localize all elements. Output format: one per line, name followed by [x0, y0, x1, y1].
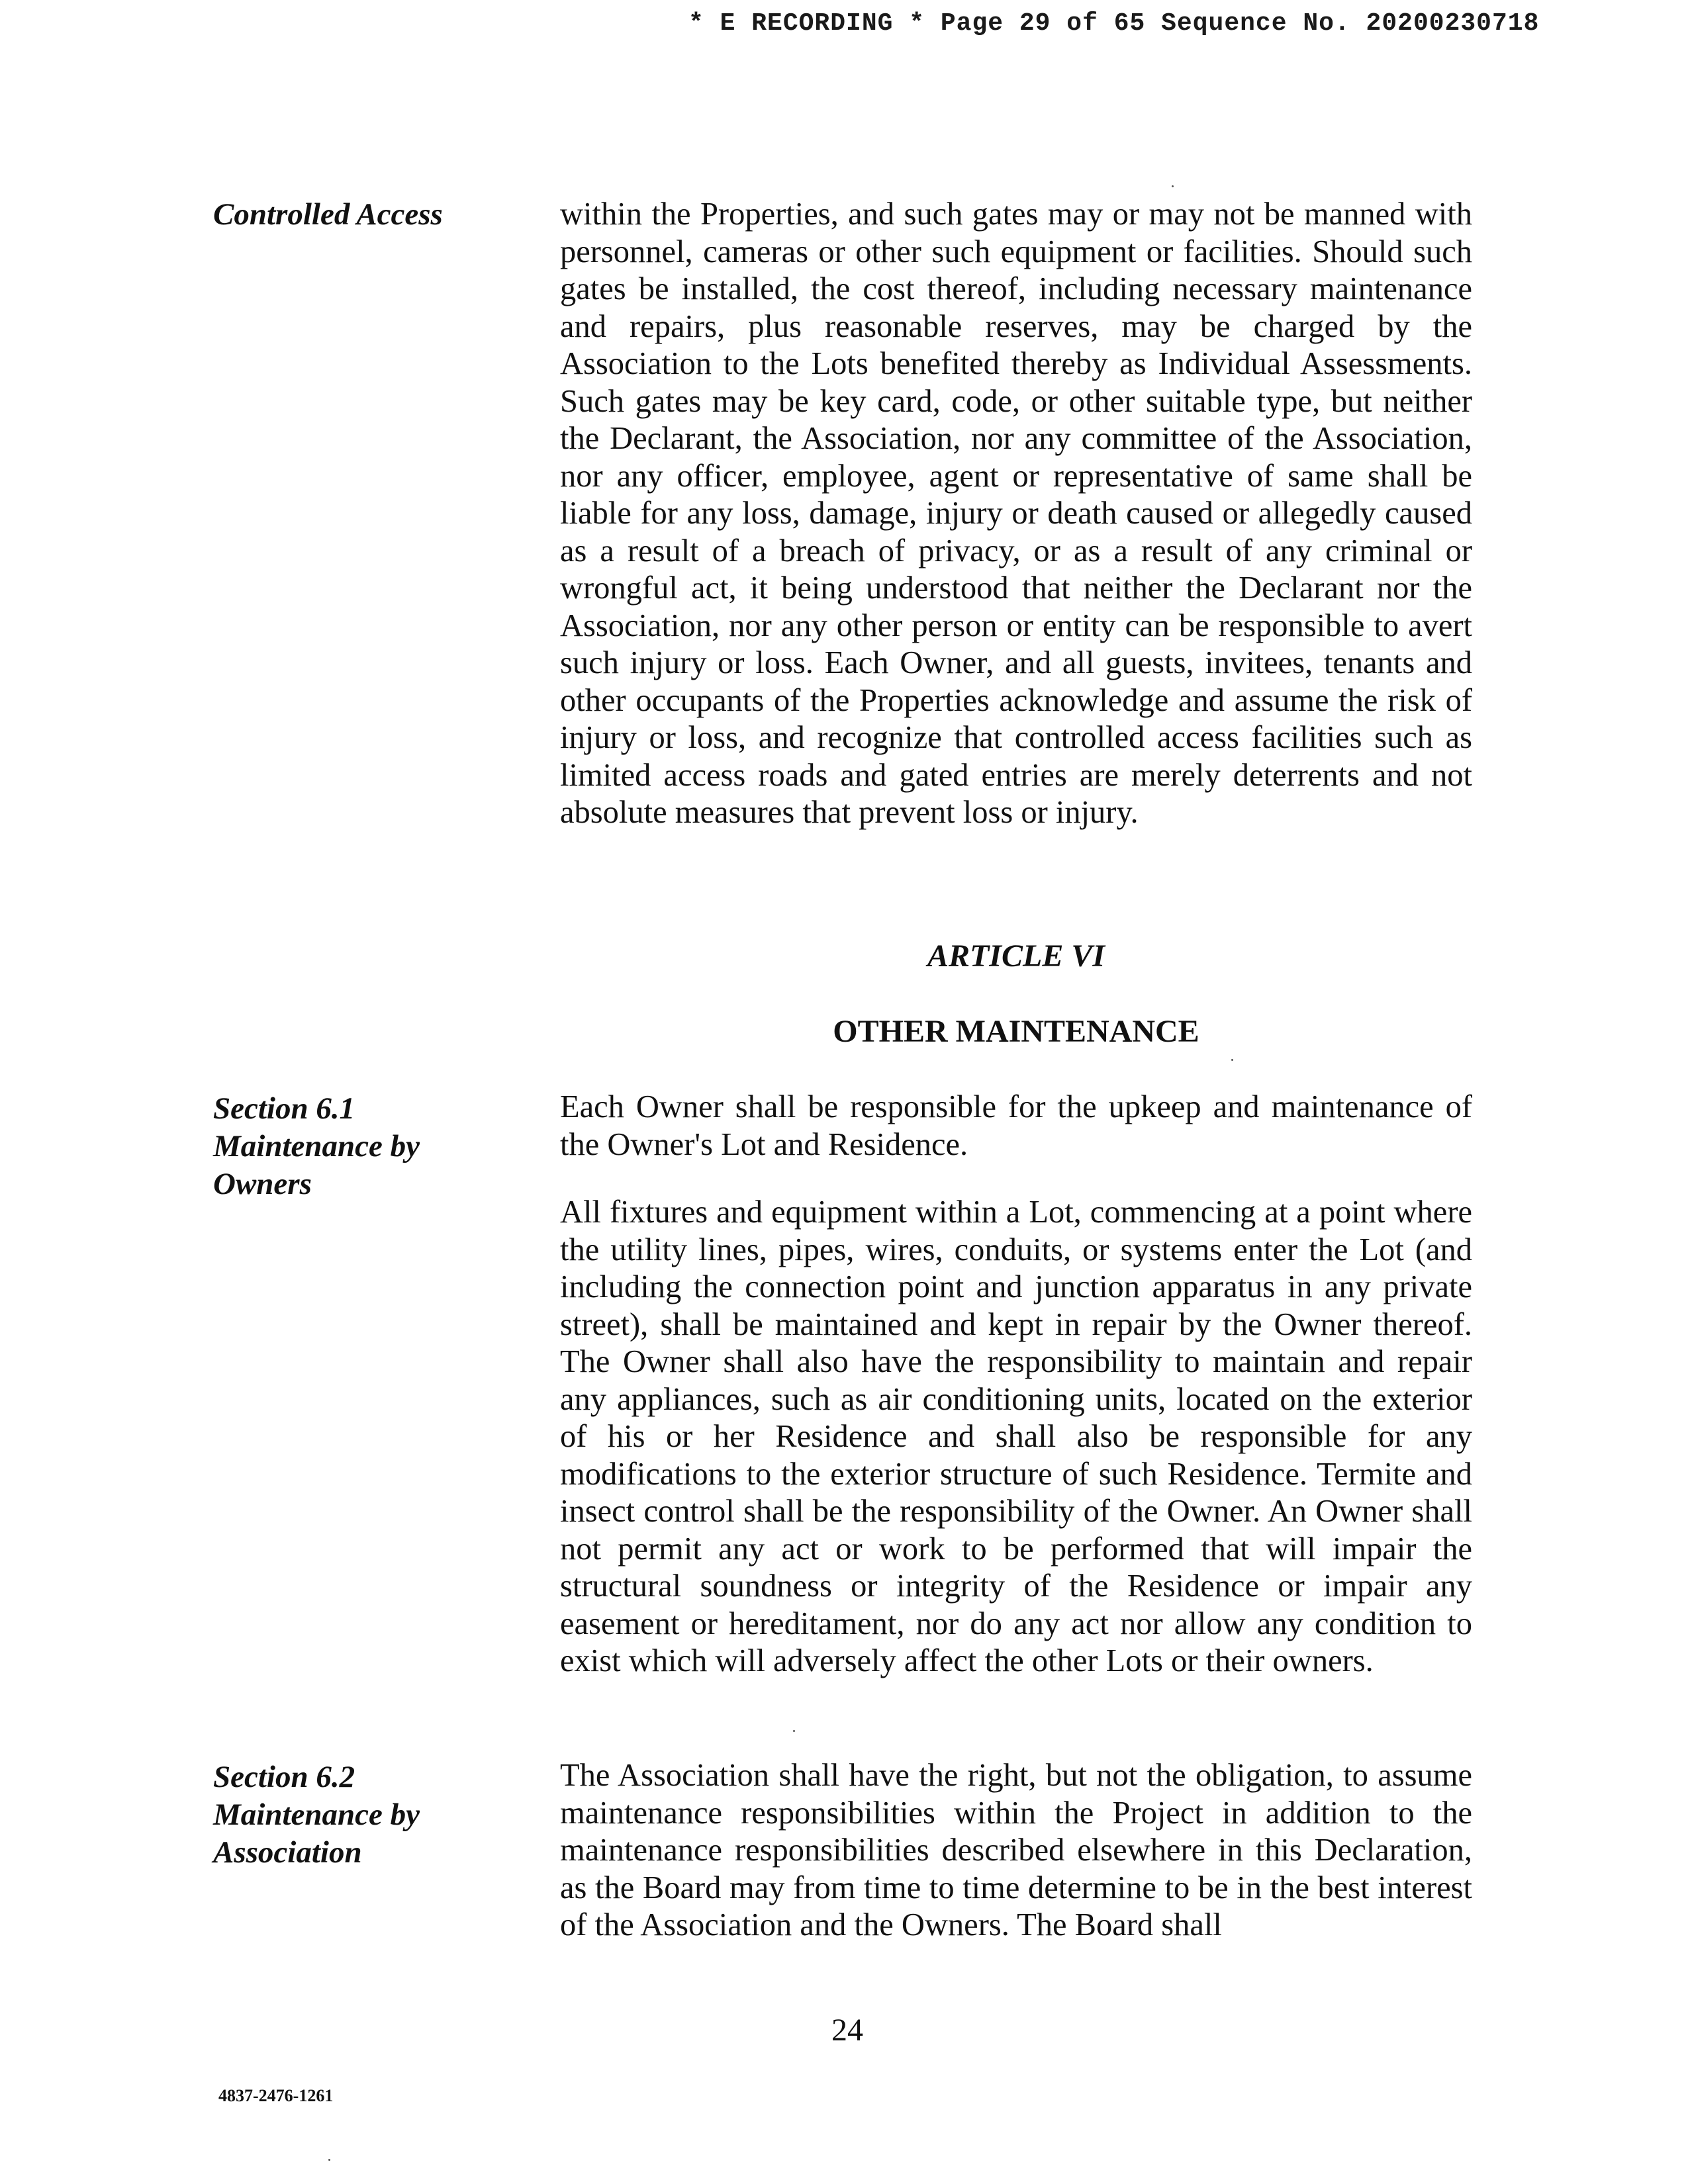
section-6-2-body: [560, 1757, 1472, 1944]
section-label-controlled-access: [213, 196, 491, 234]
article-heading: [560, 938, 1472, 975]
paragraph: Each Owner shall be responsible for the upkeep and maintenance of the Owner's Lot and Residence.: [560, 1089, 1472, 1162]
section-label-line: Section 6.2: [213, 1760, 355, 1794]
recording-header: * E RECORDING * Page 29 of 65 Sequence No. 20200230718: [688, 9, 1540, 38]
section-label-line: Maintenance by: [213, 1797, 420, 1832]
section-label-6-1: [213, 1090, 491, 1203]
section-6-1-body: [560, 1089, 1472, 1680]
scan-speck: [328, 2159, 330, 2161]
paragraph: The Association shall have the right, but not the obligation, to assume maintenance responsibilities within the Project in addition to the maintenance responsibilities described elsewhere in this Declaration, as the Board may from time to time determine to be in the best interest of the Association and the Owners. The Board shall: [560, 1758, 1472, 1942]
section-label-line: Owners: [213, 1167, 312, 1201]
article-title: ARTICLE VI: [927, 938, 1105, 974]
paragraph: All fixtures and equipment within a Lot, commencing at a point where the utility lines, pipes, wires, conduits, or systems enter the Lot (and including the connection point and junction apparatus in any private street), shall be maintained and kept in repair by the Owner thereof. The Owner shall also have the responsibility to maintain and repair any appliances, such as air conditioning units, located on the exterior of his or her Residence and shall also be responsible for any modifications to the exterior structure of such Residence. Termite and insect control shall be the responsibility of the Owner. An Owner shall not permit any act or work to be performed that will impair the structural soundness or integrity of the Residence or impair any easement or hereditament, nor do any act nor allow any condition to exist which will adversely affect the other Lots or their owners.: [560, 1195, 1472, 1678]
controlled-access-body: [560, 196, 1472, 832]
article-subheading: [560, 1013, 1472, 1050]
section-label-line: Maintenance by: [213, 1129, 420, 1163]
section-label-line: Section 6.1: [213, 1091, 355, 1126]
document-id: 4837-2476-1261: [218, 2086, 334, 2105]
scan-speck: [1172, 185, 1174, 187]
article-subtitle: OTHER MAINTENANCE: [833, 1014, 1199, 1049]
section-label-line: Association: [213, 1835, 362, 1870]
section-label-6-2: [213, 1758, 491, 1872]
section-label-line: Controlled Access: [213, 197, 443, 232]
scan-speck: [1231, 1059, 1233, 1061]
page-number: 24: [831, 2013, 863, 2048]
paragraph: within the Properties, and such gates may or may not be manned with personnel, cameras or other such equipment or facilities. Should such gates be installed, the cost thereof, including necessary maintenance and repairs, plus reasonable reserves, may be charged by the Association to the Lots benefited thereby as Individual Assessments. Such gates may be key card, code, or other suitable type, but neither the Declarant, the Association, nor any committee of the Association, nor any officer, employee, agent or representative of same shall be liable for any loss, damage, injury or death caused or allegedly caused as a result of a breach of privacy, or as a result of any criminal or wrongful act, it being understood that neither the Declarant nor the Association, nor any other person or entity can be responsible to avert such injury or loss. Each Owner, and all guests, invitees, tenants and other occupants of the Properties acknowledge and assume the risk of injury or loss, and recognize that controlled access facilities such as limited access roads and gated entries are merely deterrents and not absolute measures that prevent loss or injury.: [560, 197, 1472, 830]
scan-speck: [793, 1730, 795, 1732]
